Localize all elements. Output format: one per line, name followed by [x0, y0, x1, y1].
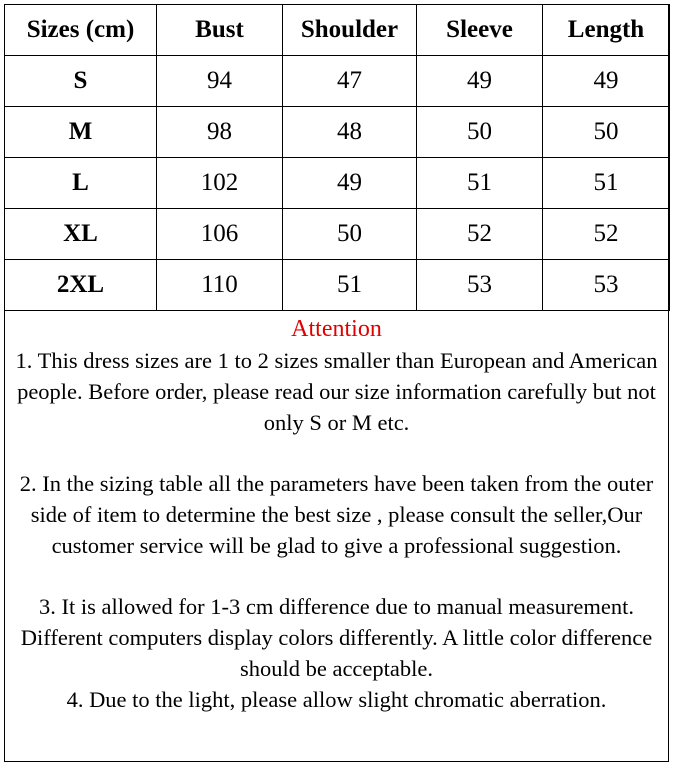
bust-cell: 106 [157, 209, 283, 260]
header-shoulder: Shoulder [283, 5, 417, 56]
note-2: 2. In the sizing table all the parameters have been taken from the outer side of item to determine the best size , please consult the seller,Our customer service will be glad to give a professional suggestion. [19, 471, 654, 558]
size-cell: XL [5, 209, 157, 260]
note-4: 4. Due to the light, please allow slight chromatic aberration. [66, 687, 607, 712]
length-cell: 50 [543, 107, 670, 158]
size-chart [4, 4, 669, 762]
header-bust: Bust [157, 5, 283, 56]
length-cell: 53 [543, 260, 670, 311]
size-cell: S [5, 56, 157, 107]
shoulder-cell: 49 [283, 158, 417, 209]
note-spacer [11, 561, 662, 591]
table-row [5, 158, 670, 209]
header-length: Length [543, 5, 670, 56]
bust-cell: 98 [157, 107, 283, 158]
shoulder-cell: 47 [283, 56, 417, 107]
header-sleeve: Sleeve [417, 5, 543, 56]
bust-cell: 110 [157, 260, 283, 311]
note-spacer [11, 438, 662, 468]
shoulder-cell: 50 [283, 209, 417, 260]
header-sizes: Sizes (cm) [5, 5, 157, 56]
attention-notes [5, 311, 668, 715]
table-row [5, 209, 670, 260]
table-row [5, 260, 670, 311]
sleeve-cell: 49 [417, 56, 543, 107]
size-cell: 2XL [5, 260, 157, 311]
size-cell: M [5, 107, 157, 158]
size-cell: L [5, 158, 157, 209]
sleeve-cell: 50 [417, 107, 543, 158]
length-cell: 52 [543, 209, 670, 260]
attention-heading: Attention [291, 316, 382, 342]
length-cell: 51 [543, 158, 670, 209]
bust-cell: 94 [157, 56, 283, 107]
bust-cell: 102 [157, 158, 283, 209]
table-row [5, 56, 670, 107]
note-3: 3. It is allowed for 1-3 cm difference due to manual measurement. Different computers display colors differently. A little color difference should be acceptable. [20, 594, 653, 681]
table-header-row [5, 5, 670, 56]
sleeve-cell: 51 [417, 158, 543, 209]
table-row [5, 107, 670, 158]
note-1: 1. This dress sizes are 1 to 2 sizes smaller than European and American people. Before order, please read our size information carefully but not only S or M etc. [15, 348, 658, 435]
sleeve-cell: 53 [417, 260, 543, 311]
shoulder-cell: 51 [283, 260, 417, 311]
sleeve-cell: 52 [417, 209, 543, 260]
shoulder-cell: 48 [283, 107, 417, 158]
size-table [4, 4, 670, 311]
length-cell: 49 [543, 56, 670, 107]
